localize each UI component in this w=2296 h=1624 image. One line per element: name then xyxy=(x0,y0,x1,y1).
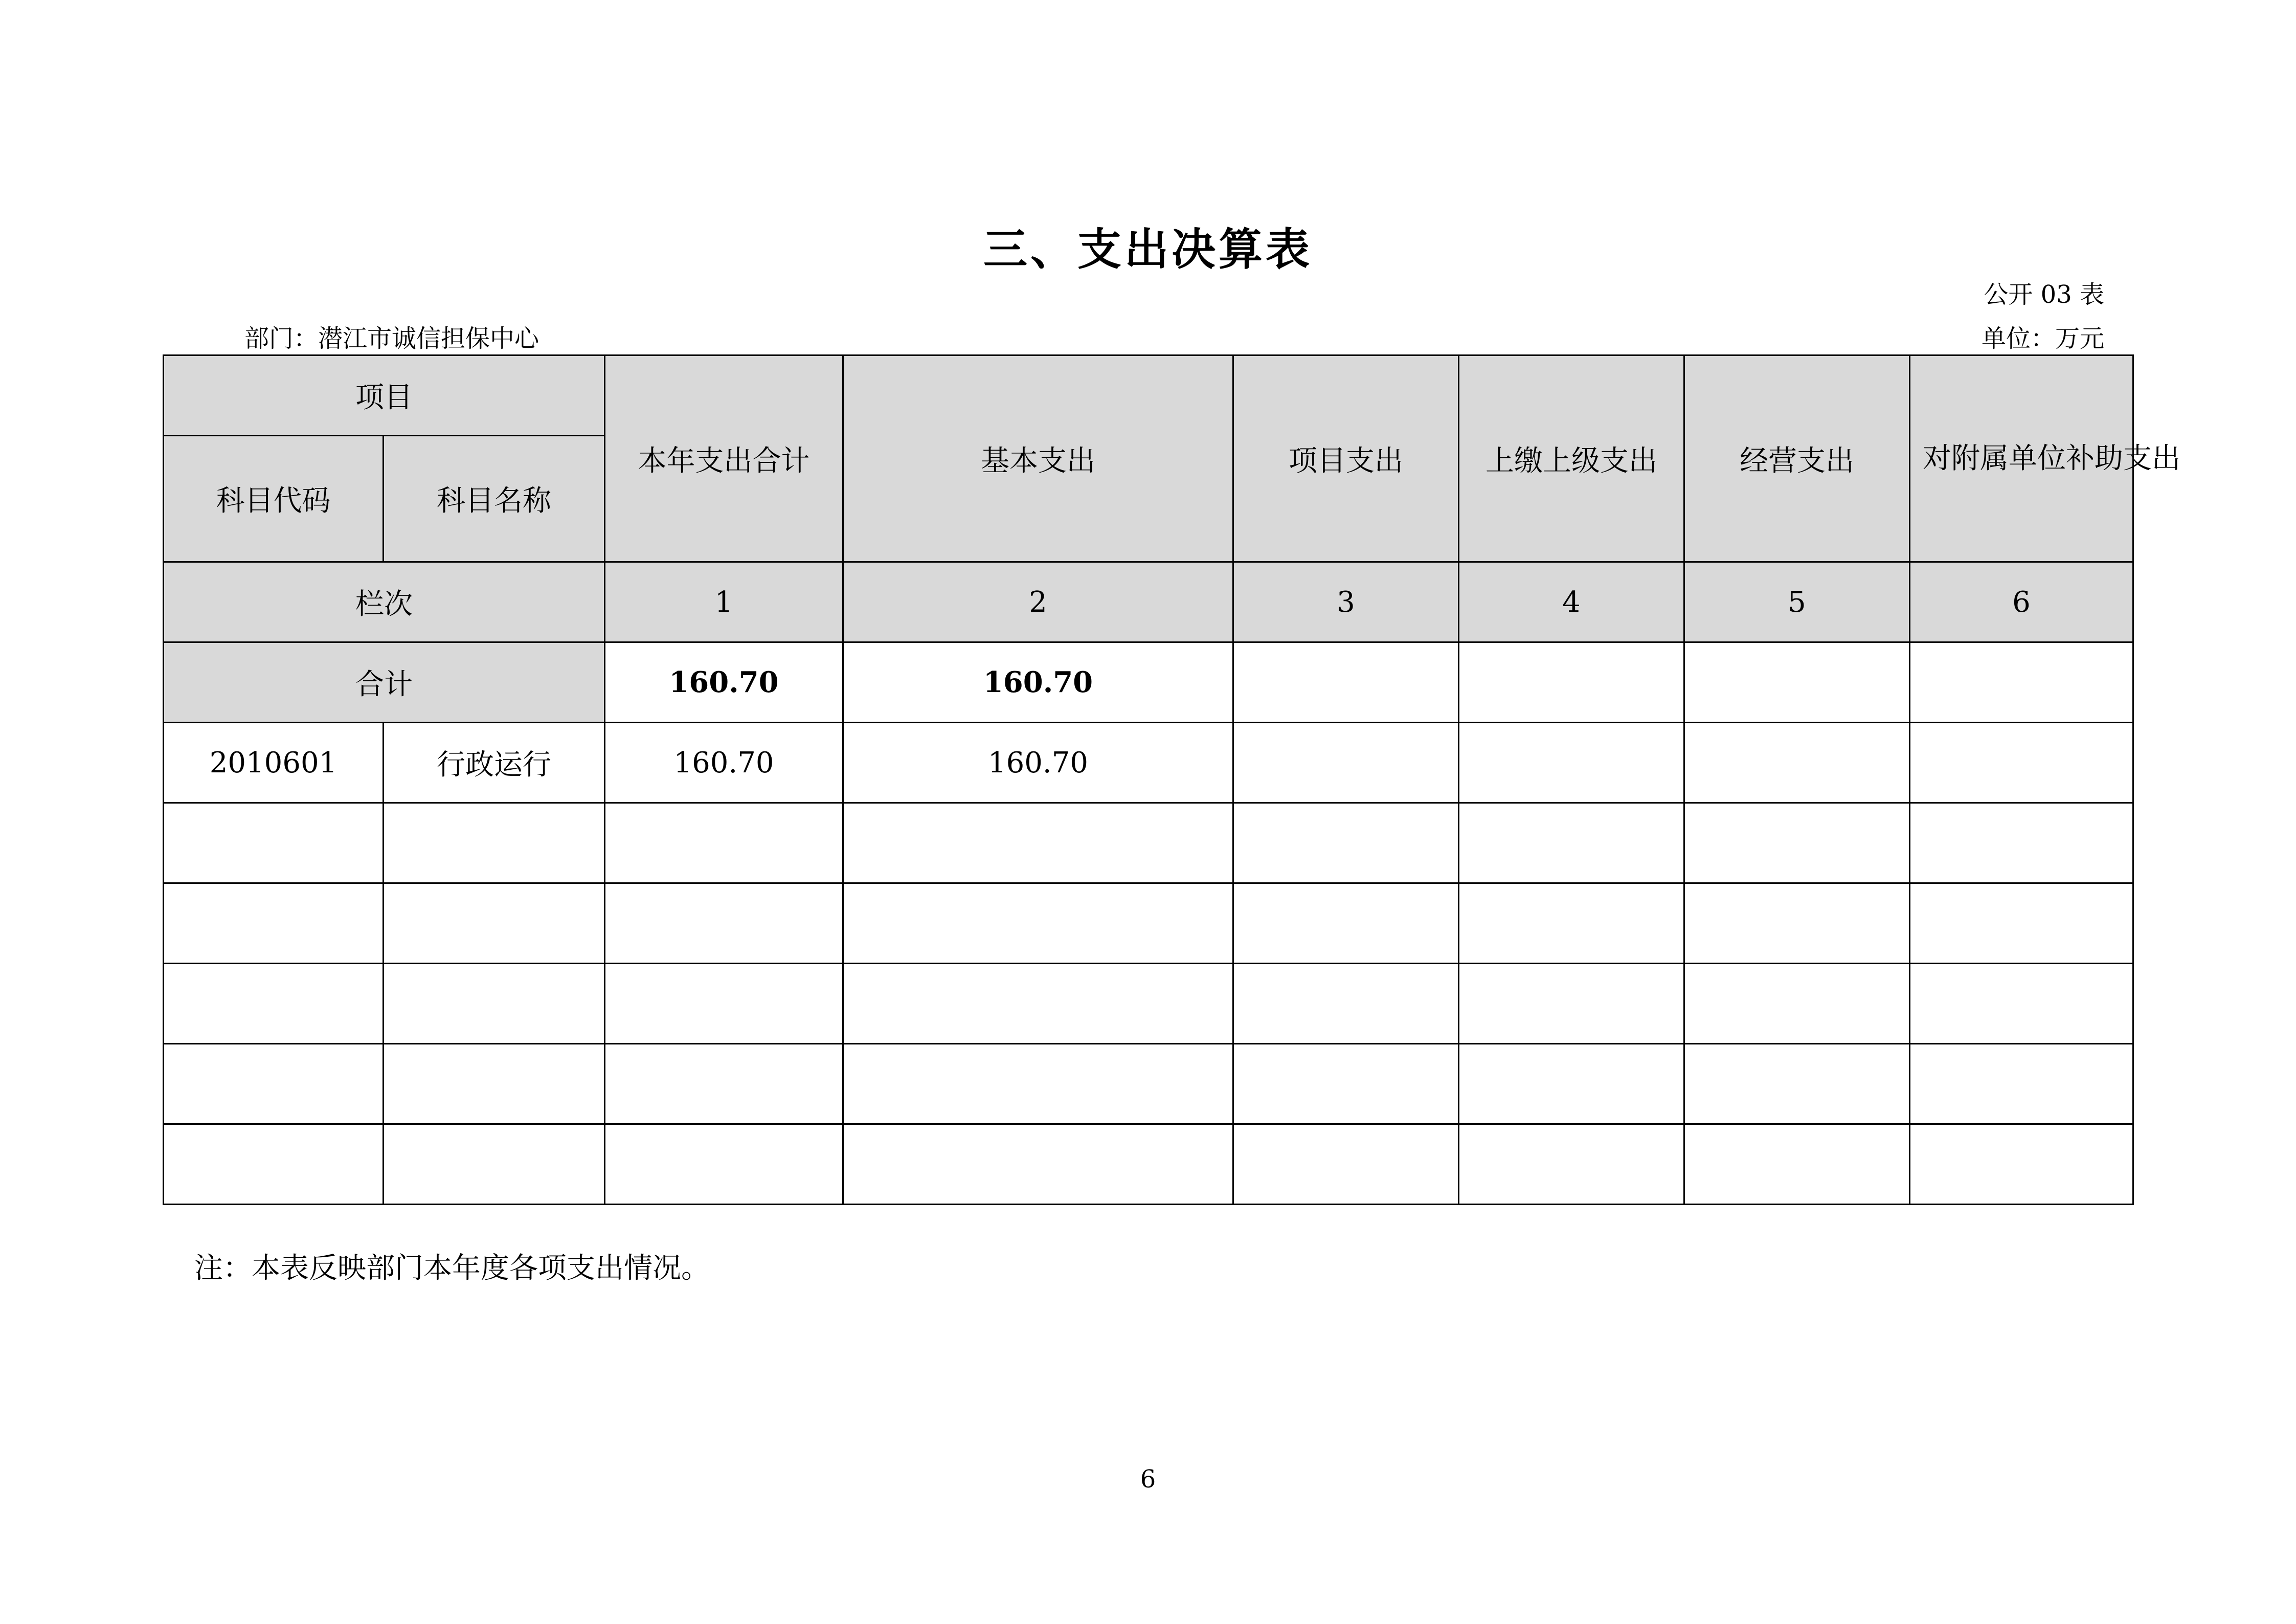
table-note: 注：本表反映部门本年度各项支出情况。 xyxy=(194,1252,710,1285)
amount-cell xyxy=(1910,1124,2133,1205)
amount-cell xyxy=(1459,964,1684,1044)
amount-cell xyxy=(1233,964,1459,1044)
amount-cell xyxy=(1684,723,1910,803)
amount-cell xyxy=(605,1124,843,1205)
table-row xyxy=(164,883,2133,964)
total-cell xyxy=(1459,642,1684,723)
subject-name xyxy=(384,964,605,1044)
total-label: 合计 xyxy=(164,642,605,723)
column-number: 4 xyxy=(1459,562,1684,642)
amount-cell xyxy=(605,964,843,1044)
amount-cell xyxy=(1684,964,1910,1044)
table-row xyxy=(164,1044,2133,1124)
subject-name xyxy=(384,1044,605,1124)
expenditure-table xyxy=(163,354,2180,1205)
amount-cell xyxy=(1459,803,1684,883)
amount-cell xyxy=(843,803,1233,883)
amount-cell xyxy=(1684,1044,1910,1124)
subject-code xyxy=(164,1124,384,1205)
amount-cell xyxy=(843,1044,1233,1124)
amount-cell xyxy=(1910,803,2133,883)
amount-cell xyxy=(605,803,843,883)
subject-code xyxy=(164,883,384,964)
column-number-label: 栏次 xyxy=(164,562,605,642)
header-code: 科目代码 xyxy=(164,436,384,562)
amount-cell xyxy=(1684,883,1910,964)
amount-cell xyxy=(1459,883,1684,964)
total-cell xyxy=(1233,642,1459,723)
amount-cell xyxy=(1910,883,2133,964)
amount-cell: 160.70 xyxy=(605,723,843,803)
subject-code xyxy=(164,1044,384,1124)
header-business: 经营支出 xyxy=(1684,355,1910,562)
subject-code xyxy=(164,803,384,883)
table-row xyxy=(164,723,2133,803)
amount-cell xyxy=(1233,883,1459,964)
total-cell: 160.70 xyxy=(843,642,1233,723)
amount-cell xyxy=(1684,1124,1910,1205)
header-project: 项目支出 xyxy=(1233,355,1459,562)
amount-cell xyxy=(1910,723,2133,803)
amount-cell xyxy=(843,883,1233,964)
total-cell xyxy=(1910,642,2133,723)
total-row xyxy=(164,642,2133,723)
header-item: 项目 xyxy=(164,355,605,436)
column-number-row xyxy=(164,562,2133,642)
column-number: 3 xyxy=(1233,562,1459,642)
amount-cell xyxy=(1233,803,1459,883)
unit-label: 单位：万元 xyxy=(1981,324,2104,353)
subject-name xyxy=(384,1124,605,1205)
total-cell xyxy=(1684,642,1910,723)
amount-cell xyxy=(843,1124,1233,1205)
subject-name: 行政运行 xyxy=(384,723,605,803)
department-label: 部门：潜江市诚信担保中心 xyxy=(244,324,539,353)
column-number: 1 xyxy=(605,562,843,642)
column-number: 6 xyxy=(1910,562,2133,642)
subject-code xyxy=(164,964,384,1044)
amount-cell xyxy=(1233,723,1459,803)
header-row xyxy=(164,355,2133,436)
page-title: 三、支出决算表 xyxy=(983,224,1313,275)
amount-cell xyxy=(1684,803,1910,883)
amount-cell xyxy=(1459,723,1684,803)
column-number: 2 xyxy=(843,562,1233,642)
amount-cell: 160.70 xyxy=(843,723,1233,803)
amount-cell xyxy=(1910,1044,2133,1124)
amount-cell xyxy=(1459,1044,1684,1124)
header-total: 本年支出合计 xyxy=(605,355,843,562)
total-cell: 160.70 xyxy=(605,642,843,723)
amount-cell xyxy=(1459,1124,1684,1205)
header-subsidy: 对附属单位补助支出 xyxy=(1910,355,2133,562)
form-number: 公开 03 表 xyxy=(1984,280,2104,309)
amount-cell xyxy=(1910,964,2133,1044)
amount-cell xyxy=(1233,1124,1459,1205)
header-basic: 基本支出 xyxy=(843,355,1233,562)
header-remit: 上缴上级支出 xyxy=(1459,355,1684,562)
subject-code: 2010601 xyxy=(164,723,384,803)
table-row xyxy=(164,803,2133,883)
subject-name xyxy=(384,803,605,883)
amount-cell xyxy=(605,883,843,964)
subject-name xyxy=(384,883,605,964)
amount-cell xyxy=(1233,1044,1459,1124)
table-row xyxy=(164,964,2133,1044)
amount-cell xyxy=(843,964,1233,1044)
table-row xyxy=(164,1124,2133,1205)
column-number: 5 xyxy=(1684,562,1910,642)
amount-cell xyxy=(605,1044,843,1124)
page-number: 6 xyxy=(1140,1465,1156,1494)
header-name: 科目名称 xyxy=(384,436,605,562)
